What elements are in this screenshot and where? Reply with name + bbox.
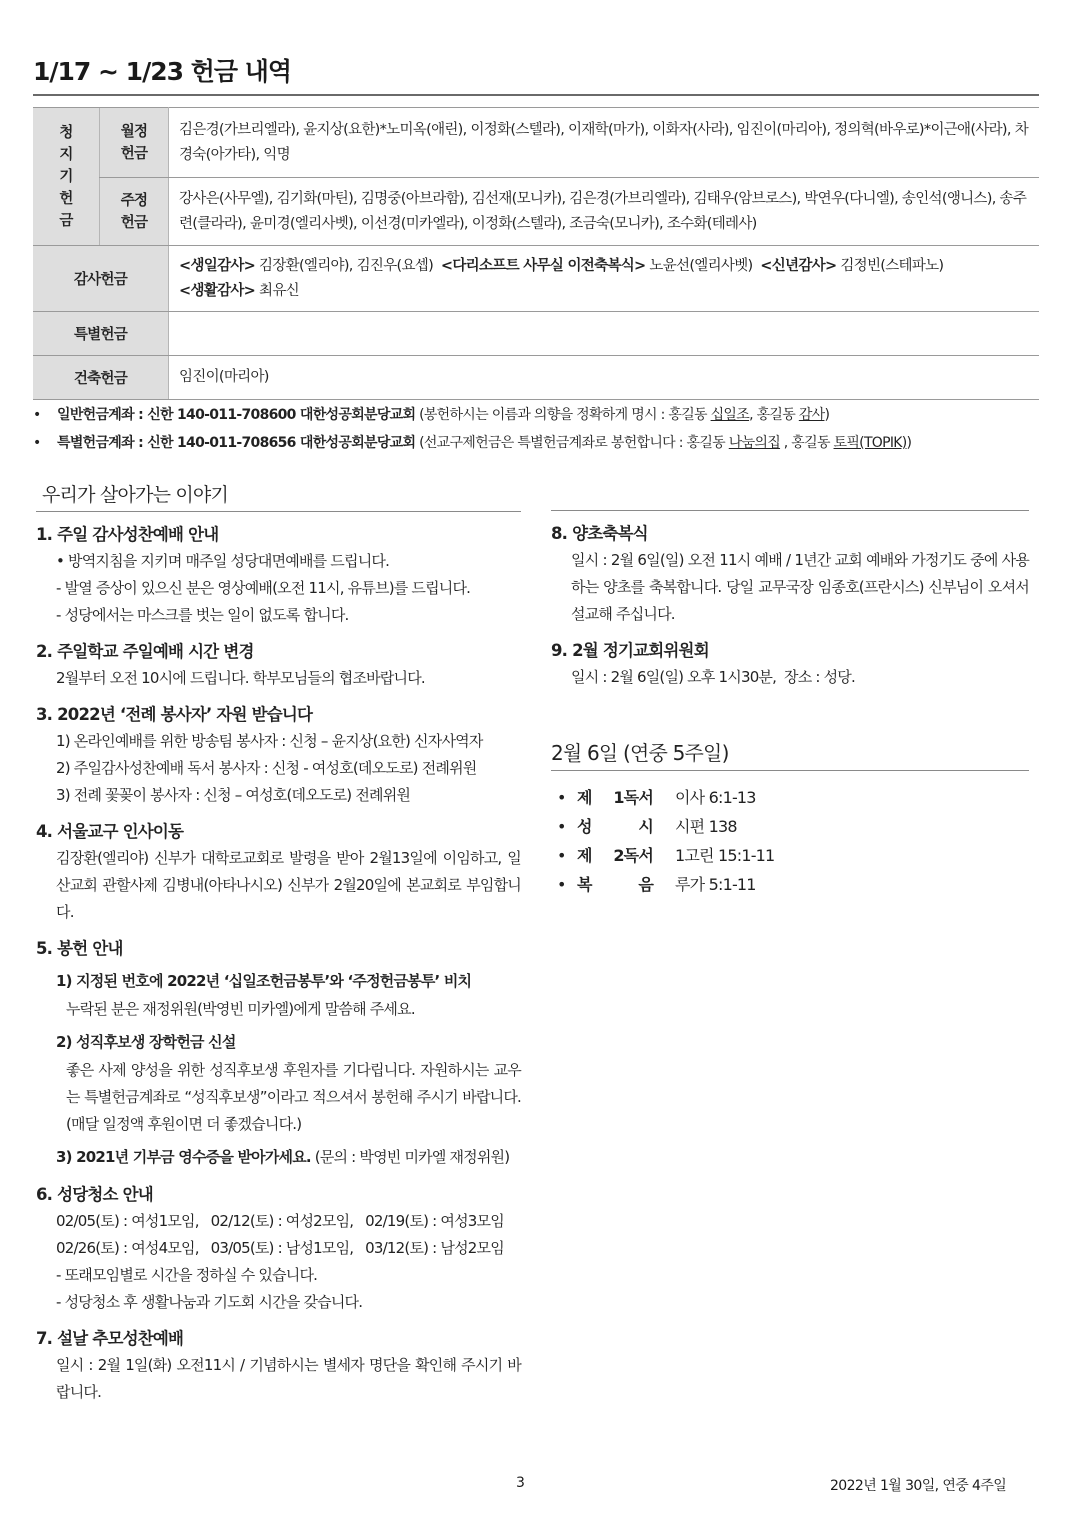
monthly-offering-label: 월정 헌금 [100, 108, 169, 178]
reading-item: • 제 2독서 1고린 15:1-11 [557, 846, 775, 865]
weekly-offering-label: 주정 헌금 [100, 178, 169, 246]
notice-4-title: 4. 서울교구 인사이동 [36, 822, 184, 841]
reading-item: • 성 시 시편 138 [557, 817, 737, 836]
weekly-offering-names: 강사은(사무엘), 김기화(마틴), 김명중(아브라함), 김선재(모니카), 김은경(가브리엘라), 김태우(암브로스), 박연우(다니엘), 송인석(앵니스), 송주련(클라라), 윤미경(엘리사벳), 이선경(미카엘라), 이정화(스텔라), 조금숙(모니카), 조수화(테레사) [169, 178, 1040, 246]
notice-5-title: 5. 봉헌 안내 [36, 939, 123, 958]
left-column: 우리가 살아가는 이야기 1. 주일 감사성찬예배 안내 • 방역지침을 지키며 매주일 성당대면예배를 드립니다. - 발열 증상이 있으신 분은 영상예배(오전 11시, 유튜브)를 드립니다. - 성당에서는 마스크를 벗는 일이 없도록 합니다. 2. 주일학교 주일예배 시간 변경 2월부터 오전 10시에 드립니다. 학부모님들의 협조바랍니다. 3. 2022년 ‘전례 봉사자’ 자원 받습니다 1) 온라인예배를 위한 방송팀 봉사자 : 신청 – 윤지상(요한) 신자사역자 2) 주일감사성찬예배 독서 봉사자 : 신청 - 여성호(데오도로) 전례위원 3) 전례 꽃꽂이 봉사자 : 신청 – 여성호(데오도로) 전례위원 4. 서울교구 인사이동 김장환(엘리야) 신부가 대학로교회로 발령을 받아 2월13일에 이임하고, 일산교회 관할사제 김병내(아타나시오) 신부가 2월20일에 본교회로 부임합니다. 5. 봉헌 안내 1) 지정된 번호에 2022년 ‘십일조헌금봉투’와 ‘주정헌금봉투’ 비치 누락된 분은 재정위원(박영빈 미카엘)에게 말씀해 주세요. 2) 성직후보생 장학헌금 신설 좋은 사제 양성을 위한 성직후보생 후원자를 기다립니다. 자원하시는 교우는 특별헌금계좌로 “성직후보생”이라고 적으셔서 봉헌해 주시기 바랍니다. (매달 일정액 후원이면 더 좋겠습니다.) 3) 2021년 기부금 영수증을 받아가세요. (문의 : 박영빈 미카엘 재정위원) 6. 성당청소 안내 02/05(토) : 여성1모임, 02/12(토) : 여성2모임, 02/19(토) : 여성3모임 02/26(토) : 여성4모임, 03/05(토) : 남성1모임, 03/12(토) : 남성2모임 - 또래모임별로 시간을 정하실 수 있습니다. - 성당청소 후 생활나눔과 기도회 시간을 갖습니다. 7. 설날 추모성찬예배 일시 : 2월 1일(화) 오전11시 / 기념하시는 별세자 명단을 확인해 주시기 바랍니다. [36, 480, 521, 1406]
sunday-heading: 2월 6일 (연중 5주일) [551, 737, 1029, 771]
notice-2-title: 2. 주일학교 주일예배 시간 변경 [36, 642, 254, 661]
notice-1-title: 1. 주일 감사성찬예배 안내 [36, 525, 219, 544]
notice-3-title: 3. 2022년 ‘전례 봉사자’ 자원 받습니다 [36, 705, 313, 724]
general-account-line: • 일반헌금계좌 : 신한 140-011-708600 대한성공회분당교회 (봉헌하시는 이름과 의향을 정확하게 명시 : 홍길동 십일조, 홍길동 감사) [33, 407, 830, 423]
special-account-line: • 특별헌금계좌 : 신한 140-011-708656 대한성공회분당교회 (선교구제헌금은 특별헌금계좌로 봉헌합니다 : 홍길동 나눔의집 , 홍길동 토픽(TOPIK)) [33, 435, 912, 451]
right-column: 8. 양초축복식 일시 : 2월 6일(일) 오전 11시 예배 / 1년간 교회 예배와 가정기도 중에 사용하는 양초를 축복합니다. 당일 교무국장 임종호(프란시스) 신부님이 오셔서 설교해 주십니다. 9. 2월 정기교회위원회 일시 : 2월 6일(일) 오후 1시30분, 장소 : 성당. 2월 6일 (연중 5주일) • 제 1독서 이사 6:1-13 • 성 시 시편 138 • 제 2독서 1고린 15:1-11 • 복 음 루가 5:1-11 [551, 510, 1029, 899]
building-offering-label: 건축헌금 [33, 356, 169, 400]
readings-list [551, 783, 1029, 899]
notice-9-title: 9. 2월 정기교회위원회 [551, 641, 709, 660]
thanks-offering-label: 감사헌금 [33, 246, 169, 312]
news-heading: 우리가 살아가는 이야기 [36, 480, 521, 512]
reading-item: • 제 1독서 이사 6:1-13 [557, 788, 756, 807]
notice-8-title: 8. 양초축복식 [551, 524, 648, 543]
notice-7-title: 7. 설날 추모성찬예배 [36, 1329, 184, 1348]
special-offering-label: 특별헌금 [33, 312, 169, 356]
monthly-offering-names: 김은경(가브리엘라), 윤지상(요한)*노미옥(애린), 이정화(스텔라), 이재학(마가), 이화자(사라), 임진이(마리아), 정의혁(바우로)*이근애(사라), 차경숙(아가타), 익명 [169, 108, 1040, 178]
regular-offering-label: 청 지 기 헌 금 [33, 108, 100, 246]
page-title: 1/17 ~ 1/23 헌금 내역 [33, 52, 1039, 96]
offering-table [33, 107, 1039, 400]
notice-6-title: 6. 성당청소 안내 [36, 1185, 153, 1204]
building-offering-names: 임진이(마리아) [169, 356, 1040, 400]
thanks-offering-names: <생일감사> 김장환(엘리야), 김진우(요셉) <다리소프트 사무실 이전축복식> 노윤선(엘리사벳) <신년감사> 김정빈(스테파노) <생활감사> 최유신 [169, 246, 1040, 312]
special-offering-names [169, 312, 1040, 356]
page-number: 3 [516, 1475, 525, 1491]
footer-date: 2022년 1월 30일, 연중 4주일 [830, 1478, 1007, 1494]
reading-item: • 복 음 루가 5:1-11 [557, 875, 756, 894]
